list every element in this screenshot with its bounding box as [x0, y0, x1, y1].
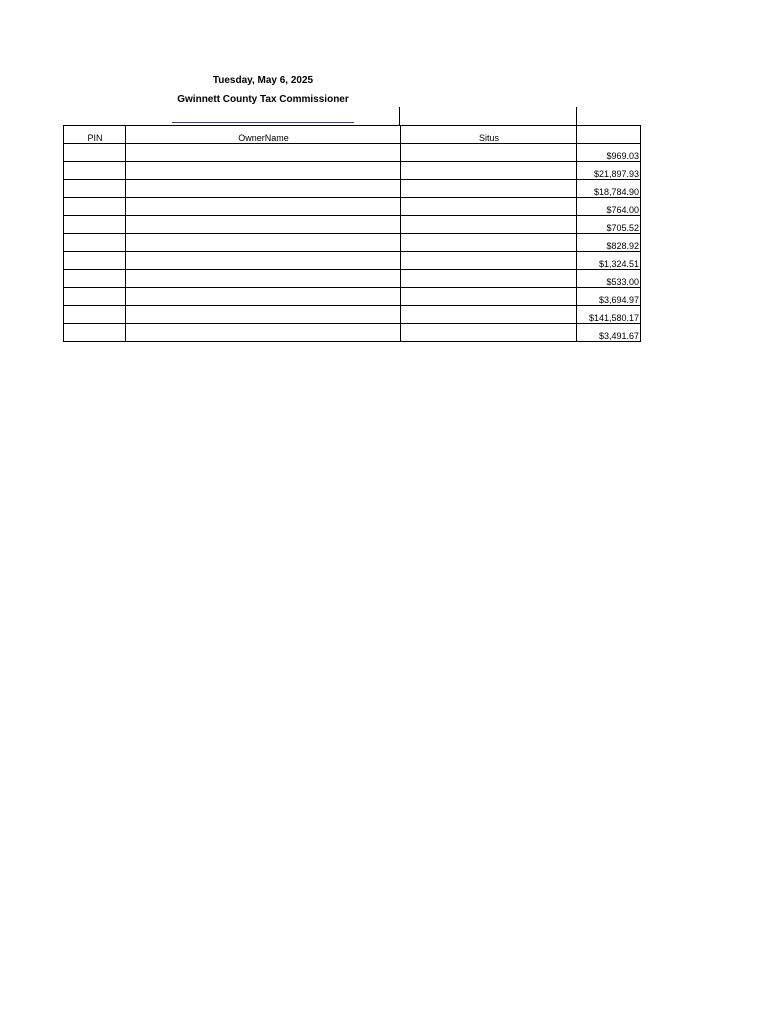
pin-cell	[64, 270, 126, 288]
pin-cell	[64, 288, 126, 306]
column-header-amount	[577, 126, 641, 144]
tax-table	[63, 125, 641, 342]
amount-cell: $21,897.93	[577, 162, 641, 180]
table-row	[64, 324, 641, 342]
situs-cell	[401, 198, 577, 216]
owner-name-cell	[126, 198, 401, 216]
situs-cell	[401, 162, 577, 180]
amount-cell: $828.92	[577, 234, 641, 252]
situs-cell	[401, 216, 577, 234]
situs-cell	[401, 306, 577, 324]
column-header-pin: PIN	[64, 126, 126, 144]
owner-name-cell	[126, 324, 401, 342]
amount-cell: $705.52	[577, 216, 641, 234]
table-row	[64, 216, 641, 234]
pin-cell	[64, 162, 126, 180]
amount-cell: $141,580.17	[577, 306, 641, 324]
situs-cell	[401, 288, 577, 306]
pin-cell	[64, 198, 126, 216]
column-divider-tick	[399, 107, 400, 126]
pin-cell	[64, 252, 126, 270]
table-row	[64, 288, 641, 306]
table-row	[64, 162, 641, 180]
amount-cell: $764.00	[577, 198, 641, 216]
amount-cell: $3,491.67	[577, 324, 641, 342]
owner-name-cell	[126, 144, 401, 162]
owner-name-cell	[126, 288, 401, 306]
situs-cell	[401, 324, 577, 342]
header-underline	[172, 122, 354, 123]
owner-name-cell	[126, 270, 401, 288]
owner-name-cell	[126, 216, 401, 234]
owner-name-cell	[126, 234, 401, 252]
report-date: Tuesday, May 6, 2025	[212, 75, 314, 86]
table-header-row	[64, 126, 641, 144]
situs-cell	[401, 180, 577, 198]
column-header-situs: Situs	[401, 126, 577, 144]
table-row	[64, 234, 641, 252]
table-row	[64, 270, 641, 288]
pin-cell	[64, 216, 126, 234]
column-header-owner-name: OwnerName	[126, 126, 401, 144]
situs-cell	[401, 270, 577, 288]
owner-name-cell	[126, 306, 401, 324]
amount-cell: $3,694.97	[577, 288, 641, 306]
pin-cell	[64, 324, 126, 342]
pin-cell	[64, 234, 126, 252]
situs-cell	[401, 234, 577, 252]
amount-cell: $1,324.51	[577, 252, 641, 270]
pin-cell	[64, 180, 126, 198]
column-divider-tick	[576, 107, 577, 126]
pin-cell	[64, 144, 126, 162]
owner-name-cell	[126, 162, 401, 180]
situs-cell	[401, 144, 577, 162]
owner-name-cell	[126, 252, 401, 270]
amount-cell: $18,784.90	[577, 180, 641, 198]
table-row	[64, 252, 641, 270]
owner-name-cell	[126, 180, 401, 198]
amount-cell: $533.00	[577, 270, 641, 288]
pin-cell	[64, 306, 126, 324]
situs-cell	[401, 252, 577, 270]
table-row	[64, 144, 641, 162]
table-row	[64, 180, 641, 198]
amount-cell: $969.03	[577, 144, 641, 162]
table-row	[64, 198, 641, 216]
report-organization: Gwinnett County Tax Commissioner	[177, 94, 349, 105]
table-row	[64, 306, 641, 324]
